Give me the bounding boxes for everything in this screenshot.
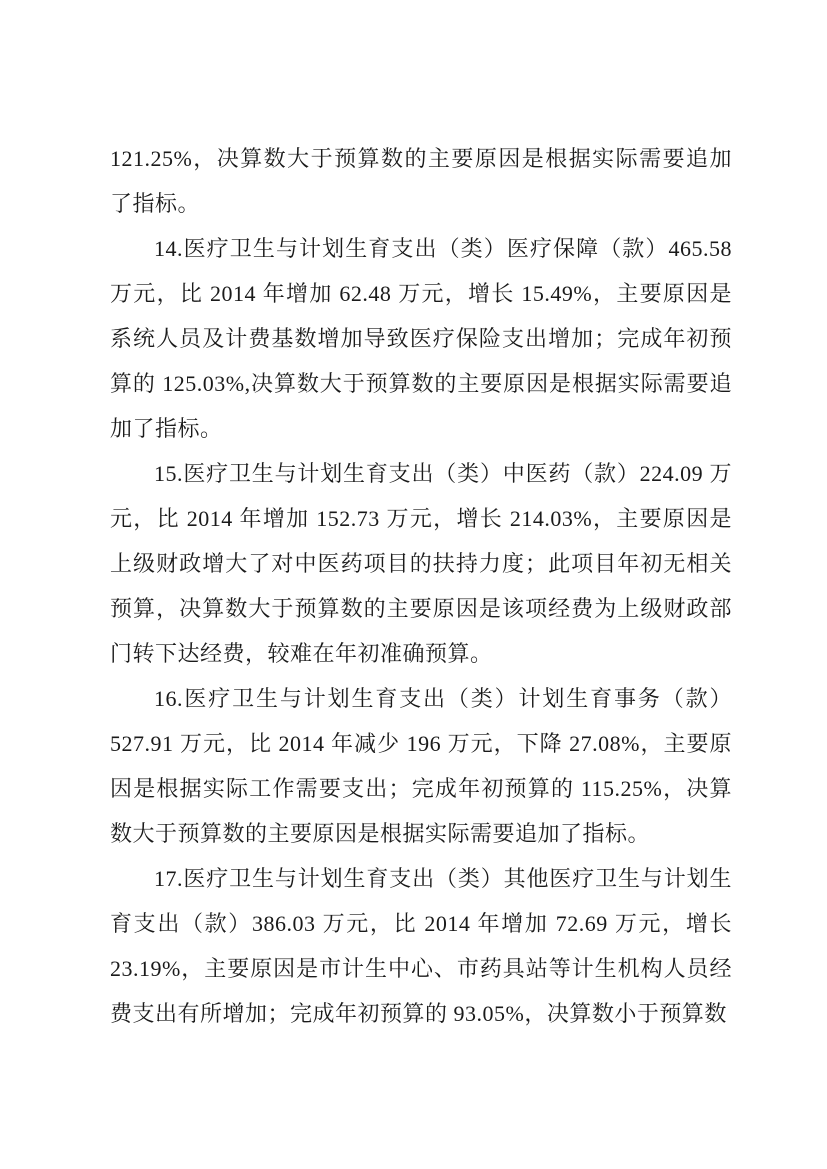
- paragraph-item-16: 16.医疗卫生与计划生育支出（类）计划生育事务（款）527.91 万元，比 2014 年减少 196 万元，下降 27.08%，主要原因是根据实际工作需要支出；完成年初预算的 115.25%，决算数大于预算数的主要原因是根据实际需要追加了指标。: [110, 686, 732, 846]
- document-body: [110, 136, 732, 1036]
- paragraph-item-15: 15.医疗卫生与计划生育支出（类）中医药（款）224.09 万元，比 2014 年增加 152.73 万元，增长 214.03%，主要原因是上级财政增大了对中医药项目的扶持力度；此项目年初无相关预算，决算数大于预算数的主要原因是该项经费为上级财政部门转下达经费，较难在年初准确预算。: [110, 461, 732, 666]
- paragraph-item-17: 17.医疗卫生与计划生育支出（类）其他医疗卫生与计划生育支出（款）386.03 万元，比 2014 年增加 72.69 万元，增长 23.19%，主要原因是市计生中心、市药具站等计生机构人员经费支出有所增加；完成年初预算的 93.05%，决算数小于预算数: [110, 866, 732, 1026]
- paragraph-item-14: 14.医疗卫生与计划生育支出（类）医疗保障（款）465.58 万元，比 2014 年增加 62.48 万元，增长 15.49%，主要原因是系统人员及计费基数增加导致医疗保险支出增加；完成年初预算的 125.03%,决算数大于预算数的主要原因是根据实际需要追加了指标。: [110, 236, 732, 441]
- paragraph-continuation: 121.25%，决算数大于预算数的主要原因是根据实际需要追加了指标。: [110, 146, 732, 216]
